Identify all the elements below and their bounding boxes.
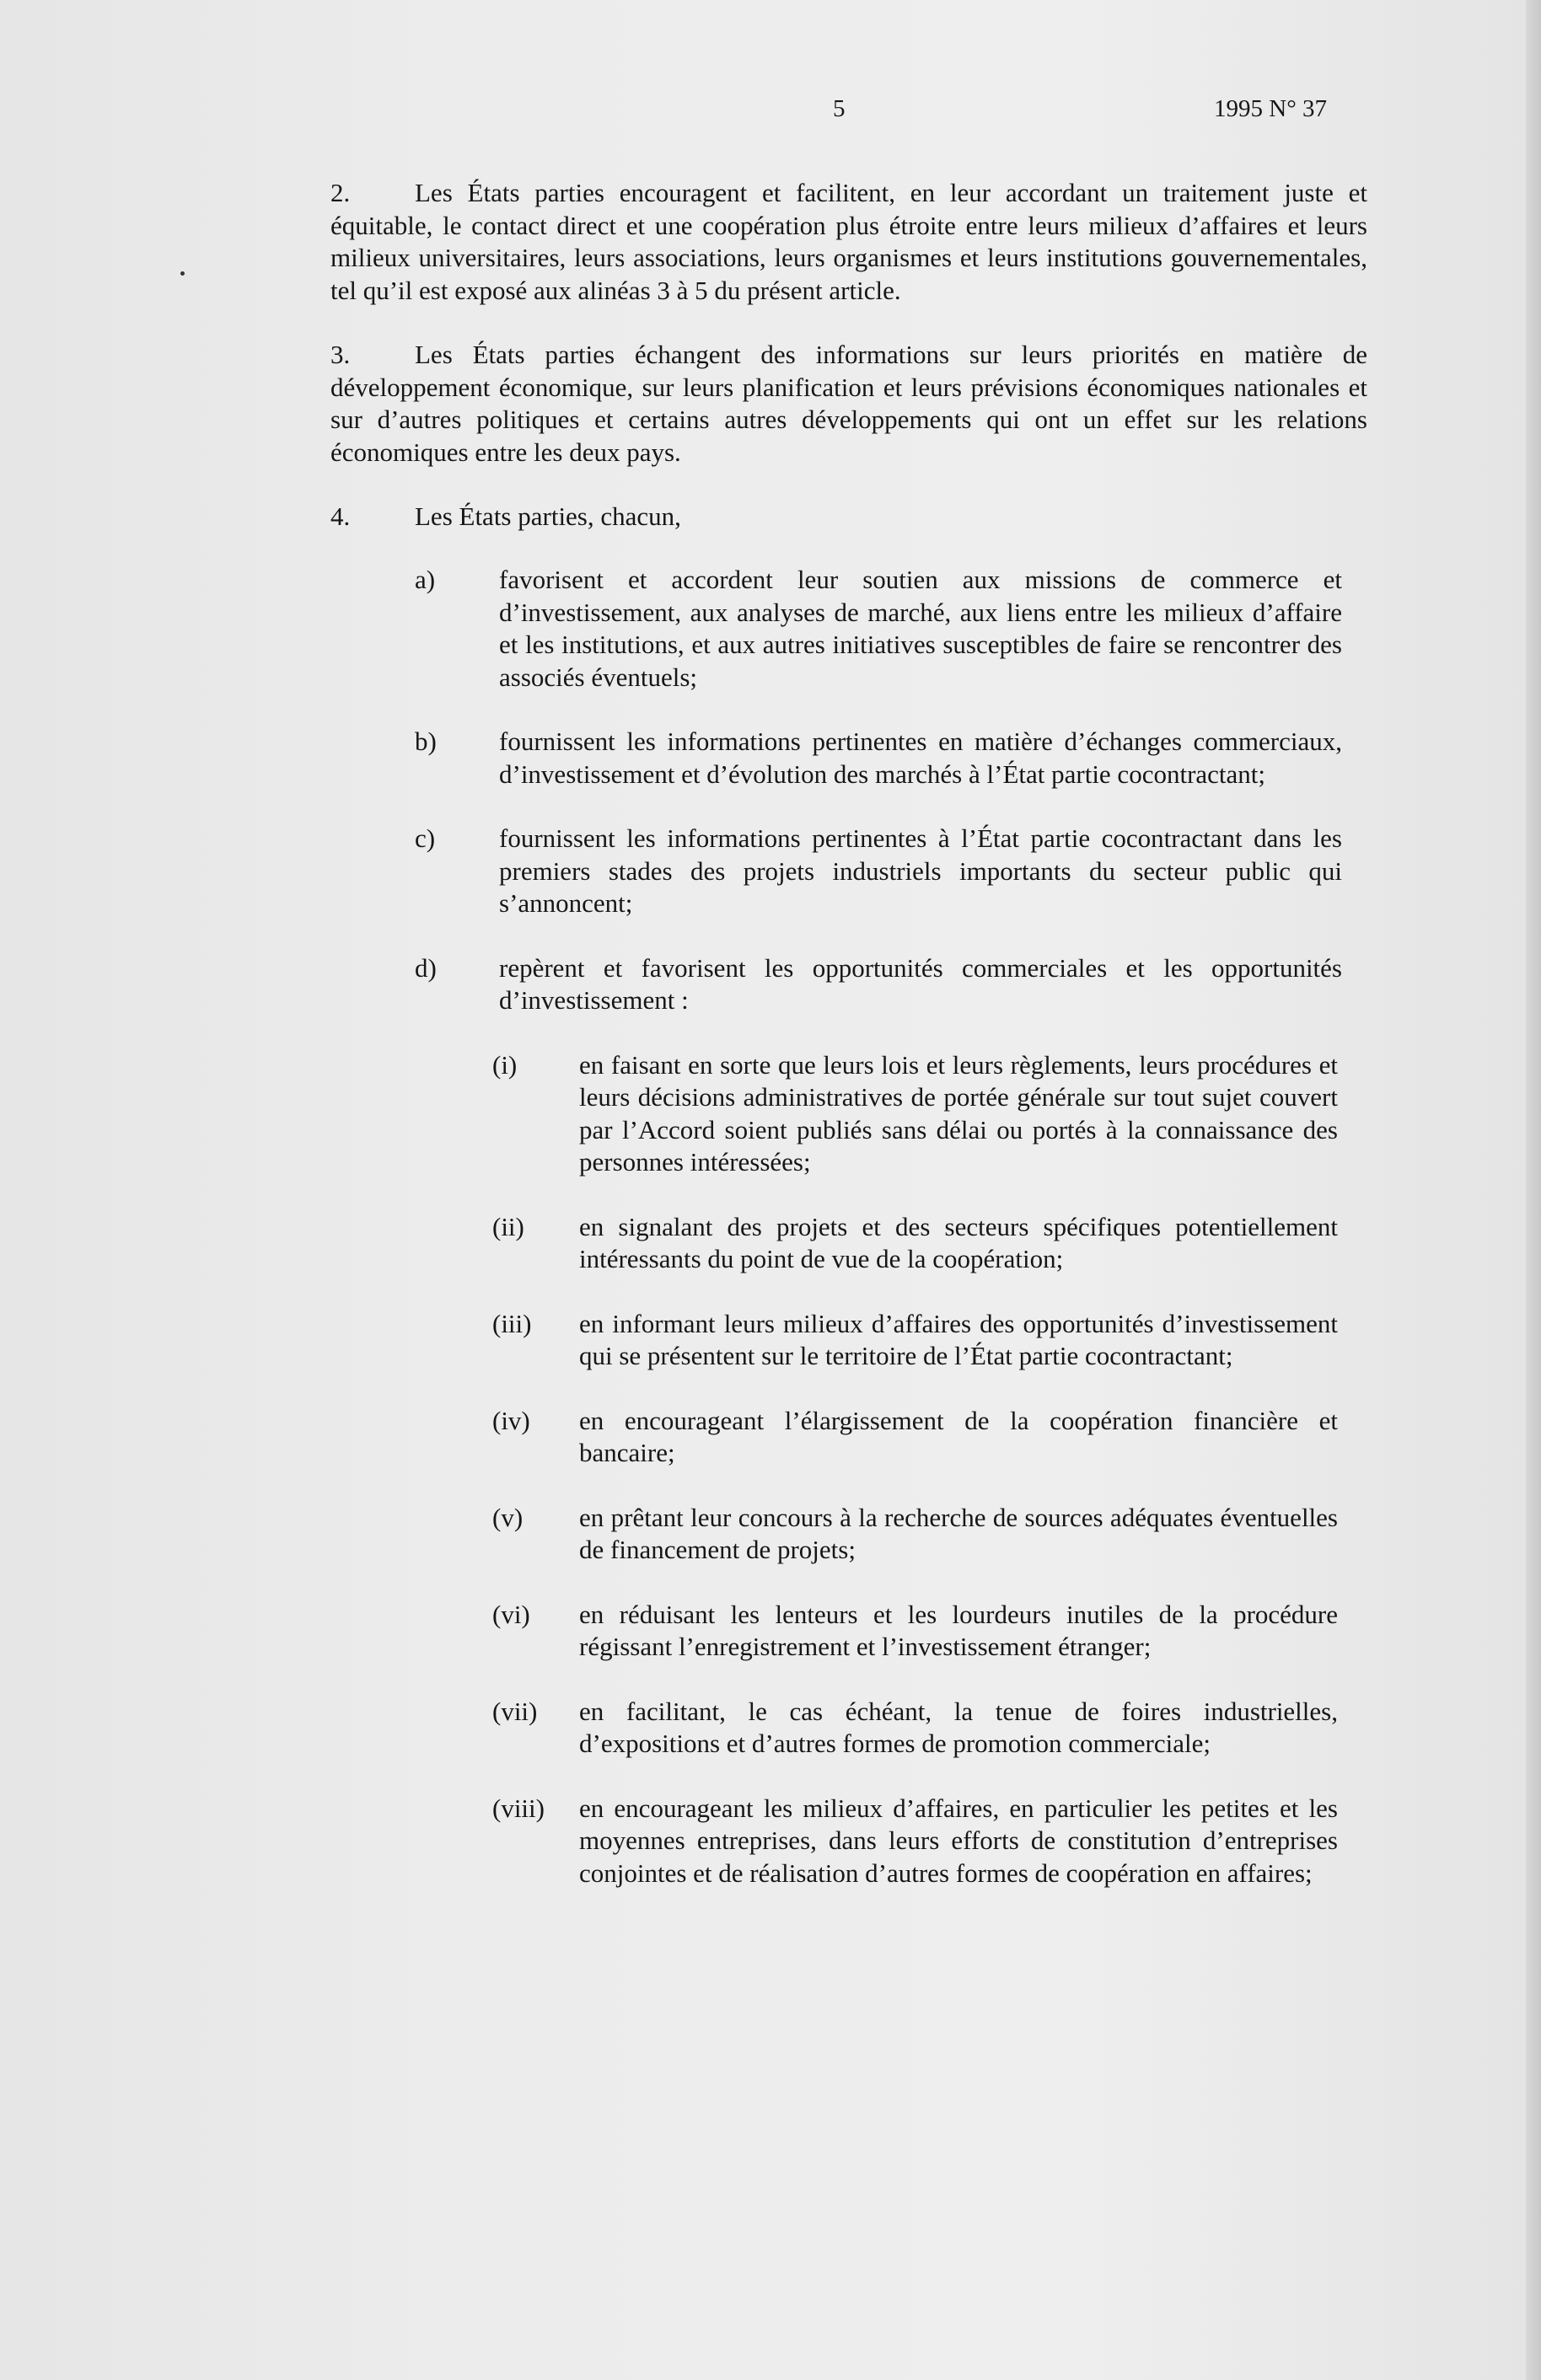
sub-item-vii	[330, 1696, 1338, 1761]
list-item-a	[330, 564, 1342, 694]
item-label: c)	[415, 823, 436, 853]
sub-item-viii	[330, 1793, 1338, 1890]
sub-item-label: (vi)	[492, 1599, 530, 1629]
item-text: fournissent les informations pertinentes en matière d’échanges commerciaux, d’investissement et d’évolution des marchés à l’État partie cocontractant;	[499, 726, 1342, 789]
sub-item-ii	[330, 1211, 1338, 1276]
page-header	[0, 95, 1541, 129]
paragraph-text: Les États parties encouragent et facilitent, en leur accordant un traitement juste et équitable, le contact direct et une coopération plus étroite entre leurs milieux d’affaires et leurs milieux universitaires, leurs associations, leurs organismes et leurs institutions gouvernementales, tel qu’il est exposé aux alinéas 3 à 5 du présent article.	[330, 178, 1367, 305]
sub-item-iv	[330, 1405, 1338, 1470]
item-label: b)	[415, 726, 437, 756]
sub-item-text: en réduisant les lenteurs et les lourdeurs inutiles de la procédure régissant l’enregistrement et l’investissement étranger;	[579, 1599, 1338, 1661]
sub-item-iii	[330, 1308, 1338, 1373]
paragraph-2	[330, 177, 1367, 307]
paragraph-number: 3.	[330, 340, 351, 369]
sub-item-label: (iv)	[492, 1405, 530, 1435]
sub-item-text: en facilitant, le cas échéant, la tenue de foires industrielles, d’expositions et d’autres formes de promotion commerciale;	[579, 1696, 1338, 1758]
sub-item-label: (v)	[492, 1502, 524, 1532]
sub-item-label: (ii)	[492, 1211, 524, 1241]
sub-item-text: en signalant des projets et des secteurs spécifiques potentiellement intéressants du point de vue de la coopération;	[579, 1211, 1338, 1273]
sub-item-text: en prêtant leur concours à la recherche de sources adéquates éventuelles de financement de projets;	[579, 1502, 1338, 1564]
sub-item-text: en faisant en sorte que leurs lois et leurs règlements, leurs procédures et leurs décisions administratives de portée générale sur tout sujet couvert par l’Accord soient publiés sans délai ou portés à la connaissance des personnes intéressées;	[579, 1049, 1338, 1177]
page-edge	[1526, 0, 1541, 2380]
paragraph-number: 4.	[330, 501, 351, 531]
sub-item-label: (vii)	[492, 1696, 538, 1726]
sub-item-label: (i)	[492, 1049, 518, 1080]
paragraph-number: 2.	[330, 178, 351, 207]
sub-item-text: en encourageant l’élargissement de la coopération financière et bancaire;	[579, 1405, 1338, 1467]
page-number: 5	[833, 95, 846, 122]
sub-item-v	[330, 1502, 1338, 1567]
paragraph-4-lead	[330, 501, 1367, 533]
list-item-d	[330, 952, 1342, 1017]
paragraph-3	[330, 339, 1367, 469]
item-text: fournissent les informations pertinentes à l’État partie cocontractant dans les premiers stades des projets industriels importants du secteur public qui s’annoncent;	[499, 823, 1342, 918]
item-label: a)	[415, 565, 436, 594]
paragraph-text: Les États parties, chacun,	[415, 501, 681, 531]
item-text: favorisent et accordent leur soutien aux missions de commerce et d’investissement, aux analyses de marché, aux liens entre les milieux d’affaire et les institutions, et aux autres initiatives susceptibles de faire se rencontrer des associés éventuels;	[499, 565, 1342, 692]
paragraph-text: Les États parties échangent des informations sur leurs priorités en matière de développement économique, sur leurs planification et leurs prévisions économiques nationales et sur d’autres politiques et certains autres développements qui ont un effet sur les relations économiques entre les deux pays.	[330, 340, 1367, 467]
list-item-b	[330, 726, 1342, 791]
document-reference: 1995 N° 37	[1214, 95, 1328, 122]
sub-item-text: en informant leurs milieux d’affaires des opportunités d’investissement qui se présentent sur le territoire de l’État partie cocontractant;	[579, 1308, 1338, 1370]
item-text: repèrent et favorisent les opportunités commerciales et les opportunités d’investissement :	[499, 952, 1342, 1015]
item-label: d)	[415, 952, 437, 983]
list-item-c	[330, 823, 1342, 920]
page-body	[330, 177, 1367, 1922]
sub-item-vi	[330, 1599, 1338, 1664]
sub-item-label: (iii)	[492, 1308, 532, 1338]
sub-item-label: (viii)	[492, 1793, 545, 1823]
ink-speck	[180, 271, 185, 276]
sub-item-text: en encourageant les milieux d’affaires, en particulier les petites et les moyennes entreprises, dans leurs efforts de constitution d’entreprises conjointes et de réalisation d’autres formes de coopération en affaires;	[579, 1793, 1338, 1888]
sub-item-i	[330, 1049, 1338, 1179]
